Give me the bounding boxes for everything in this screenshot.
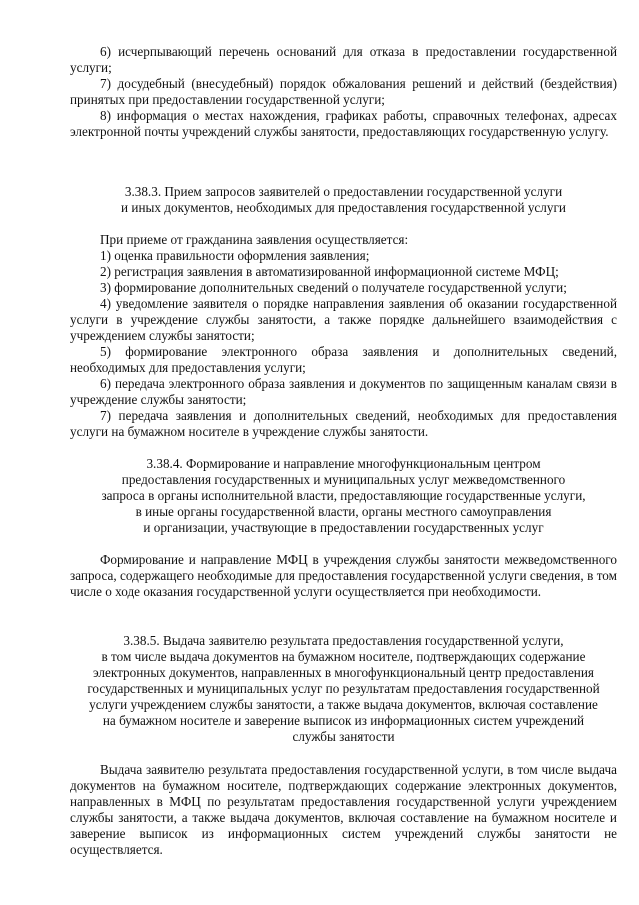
section-heading-line: электронных документов, направленных в многофункциональный центр предоставления bbox=[93, 665, 594, 680]
section-heading-line: 3.38.3. Прием запросов заявителей о предоставлении государственной услуги bbox=[124, 184, 563, 199]
section-3-38-5-heading bbox=[70, 633, 617, 745]
list-item: 7) досудебный (внесудебный) порядок обжалования решений и действий (бездействия) принятых при предоставлении государственной услуги; bbox=[70, 76, 617, 107]
top-list bbox=[70, 44, 617, 140]
list-item: 1) оценка правильности оформления заявления; bbox=[100, 248, 370, 263]
list-item: 8) информация о местах нахождения, графиках работы, справочных телефонах, адресах электронной почты учреждений службы занятости, предоставляющих государственную услугу. bbox=[70, 108, 617, 139]
list-item: 6) передача электронного образа заявления и документов по защищенным каналам связи в учреждение службы занятости; bbox=[70, 376, 617, 407]
list-item: 7) передача заявления и дополнительных сведений, необходимых для предоставления услуги на бумажном носителе в учреждение службы занятости. bbox=[70, 408, 617, 439]
list-item: 4) уведомление заявителя о порядке направления заявления об оказании государственной услуги в учреждение службы занятости, а также порядке дальнейшего взаимодействия с учреждением службы занятости; bbox=[70, 296, 617, 343]
section-heading-line: службы занятости bbox=[292, 729, 395, 744]
list-item: 5) формирование электронного образа заявления и дополнительных сведений, необходимых для предоставления услуги; bbox=[70, 344, 617, 375]
section-heading-line: в иные органы государственной власти, органы местного самоуправления bbox=[135, 504, 552, 519]
section-heading-line: и организации, участвующие в предоставлении государственных услуг bbox=[143, 520, 544, 535]
list-item: 2) регистрация заявления в автоматизированной информационной системе МФЦ; bbox=[100, 264, 559, 279]
section-heading-line: 3.38.5. Выдача заявителю результата предоставления государственной услуги, bbox=[123, 633, 564, 648]
section-heading-line: на бумажном носителе и заверение выписок из информационных систем учреждений bbox=[102, 713, 585, 728]
section-intro: При приеме от гражданина заявления осуществляется: bbox=[100, 232, 409, 247]
section-heading-line: в том числе выдача документов на бумажном носителе, подтверждающих содержание bbox=[101, 649, 586, 664]
section-3-38-3-heading bbox=[70, 184, 617, 216]
section-heading-line: 3.38.4. Формирование и направление многофункциональным центром bbox=[146, 456, 541, 471]
section-paragraph: Формирование и направление МФЦ в учреждения службы занятости межведомственного запроса, содержащего необходимые для предоставления государственной услуги сведения, в том числе о ходе оказания государственной услуги осуществляется при необходимости. bbox=[70, 552, 617, 599]
section-paragraph: Выдача заявителю результата предоставления государственной услуги, в том числе выдача документов на бумажном носителе, подтверждающих содержание электронных документов, направленных в МФЦ по результатам предоставления государственной услуги учреждением службы занятости, а также выдача документов, включая составление на бумажном носителе и заверение выписок из информационных систем учреждений службы занятости не осуществляется. bbox=[70, 762, 617, 857]
section-3-38-3-body bbox=[70, 232, 617, 440]
section-heading-line: предоставления государственных и муниципальных услуг межведомственного bbox=[121, 472, 566, 487]
list-item: 6) исчерпывающий перечень оснований для отказа в предоставлении государственной услуги; bbox=[70, 44, 617, 75]
section-3-38-4-heading bbox=[70, 456, 617, 536]
list-item: 3) формирование дополнительных сведений о получателе государственной услуги; bbox=[100, 280, 567, 295]
section-heading-line: и иных документов, необходимых для предоставления государственной услуги bbox=[121, 200, 566, 215]
section-3-38-4-body bbox=[70, 552, 617, 600]
section-heading-line: услуги учреждением службы занятости, а также выдача документов, включая составление bbox=[89, 697, 598, 712]
section-3-38-5-body bbox=[70, 762, 617, 858]
section-heading-line: запроса в органы исполнительной власти, предоставляющие государственные услуги, bbox=[101, 488, 586, 503]
section-heading-line: государственных и муниципальных услуг по результатам предоставления государственной bbox=[87, 681, 600, 696]
